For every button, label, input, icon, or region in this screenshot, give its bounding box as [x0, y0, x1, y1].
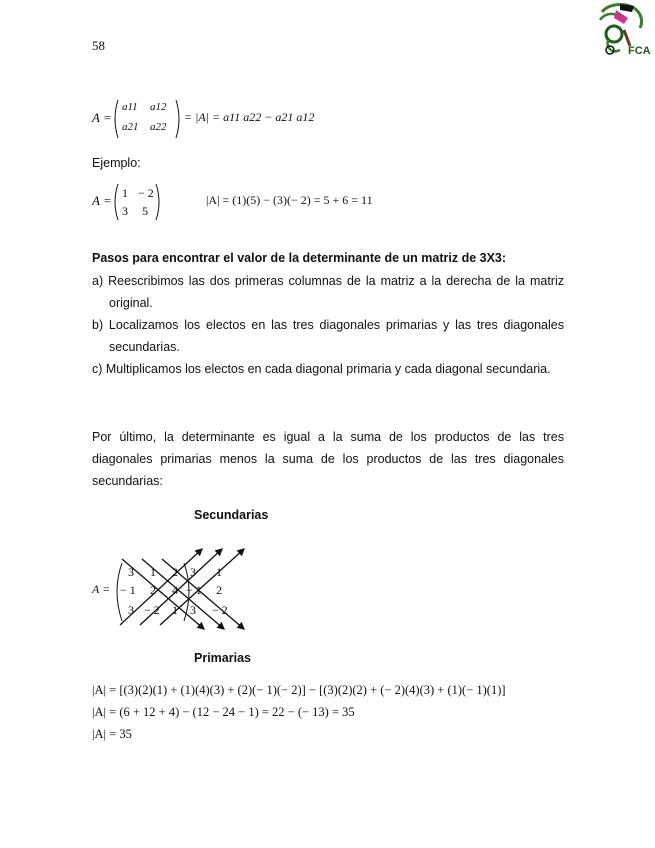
example-entry: − 2: [138, 186, 154, 200]
formula-entry: a12: [150, 101, 167, 113]
diagram-cell: 3: [190, 603, 196, 617]
example-formula: [92, 183, 492, 223]
diagram-cell: − 1: [120, 583, 136, 597]
example-entry: 1: [122, 186, 128, 200]
formula-2x2: [92, 99, 492, 139]
diagram-lines: [92, 545, 272, 635]
calculation-line: |A| = (6 + 12 + 4) − (12 − 24 − 1) = 22 − (− 13) = 35: [92, 705, 355, 719]
faculty-logo-icon: [594, 0, 652, 62]
steps-title: Pasos para encontrar el valor de la determinante de un matriz de 3X3:: [92, 251, 507, 265]
step-item: a) Reescribimos las dos primeras columnas de la matriz a la derecha de la matriz original.: [92, 274, 564, 310]
formula-lhs: A =: [92, 110, 112, 125]
diagram-cell: 4: [172, 583, 178, 597]
diagram-secundarias-label: Secundarias: [194, 508, 269, 522]
calculation-line: |A| = 35: [92, 727, 132, 741]
diagram-cell: 1: [216, 565, 222, 579]
page-number: 58: [92, 38, 105, 53]
diagram-cell: 3: [128, 603, 134, 617]
determinant-diagram: [92, 545, 272, 635]
formula-entry: a21: [122, 121, 139, 133]
formula-entry: a22: [150, 121, 167, 133]
formula-rhs: = |A| = a11 a22 − a21 a12: [184, 110, 315, 124]
example-label: Ejemplo:: [92, 156, 141, 170]
calculation-line: |A| = [(3)(2)(1) + (1)(4)(3) + (2)(− 1)(− 2)] − [(3)(2)(2) + (− 2)(4)(3) + (1)(− 1)(1)]: [92, 683, 506, 697]
diagram-cell: 1: [150, 565, 156, 579]
example-matrix-paren: [112, 183, 162, 221]
example-result: |A| = (1)(5) − (3)(− 2) = 5 + 6 = 11: [206, 193, 373, 207]
diagram-cell: 3: [128, 565, 134, 579]
step-item: b) Localizamos los electos en las tres diagonales primarias y las tres diagonales secundarias.: [92, 318, 564, 354]
diagram-cell: 2: [150, 583, 156, 597]
diagram-lhs: A =: [92, 582, 111, 596]
example-lhs: A =: [92, 193, 112, 208]
diagram-cell: 2: [216, 583, 222, 597]
diagram-cell: 3: [190, 565, 196, 579]
example-entry: 5: [142, 204, 148, 218]
diagram-cell: 2: [172, 565, 178, 579]
diagram-cell: 1: [172, 603, 178, 617]
logo-text: FCA: [628, 45, 651, 57]
diagram-cell: − 2: [212, 603, 228, 617]
example-entry: 3: [122, 204, 128, 218]
conclusion-paragraph: Por último, la determinante es igual a la suma de los productos de las tres diagonales primarias menos la suma de los productos de las tres diagonales secundarias:: [92, 430, 564, 488]
diagram-primarias-label: Primarias: [194, 651, 251, 665]
diagram-cell: − 1: [186, 583, 202, 597]
formula-entry: a11: [122, 101, 138, 113]
diagram-cell: − 2: [144, 603, 160, 617]
step-item: c) Multiplicamos los electos en cada diagonal primaria y cada diagonal secundaria.: [92, 362, 551, 376]
